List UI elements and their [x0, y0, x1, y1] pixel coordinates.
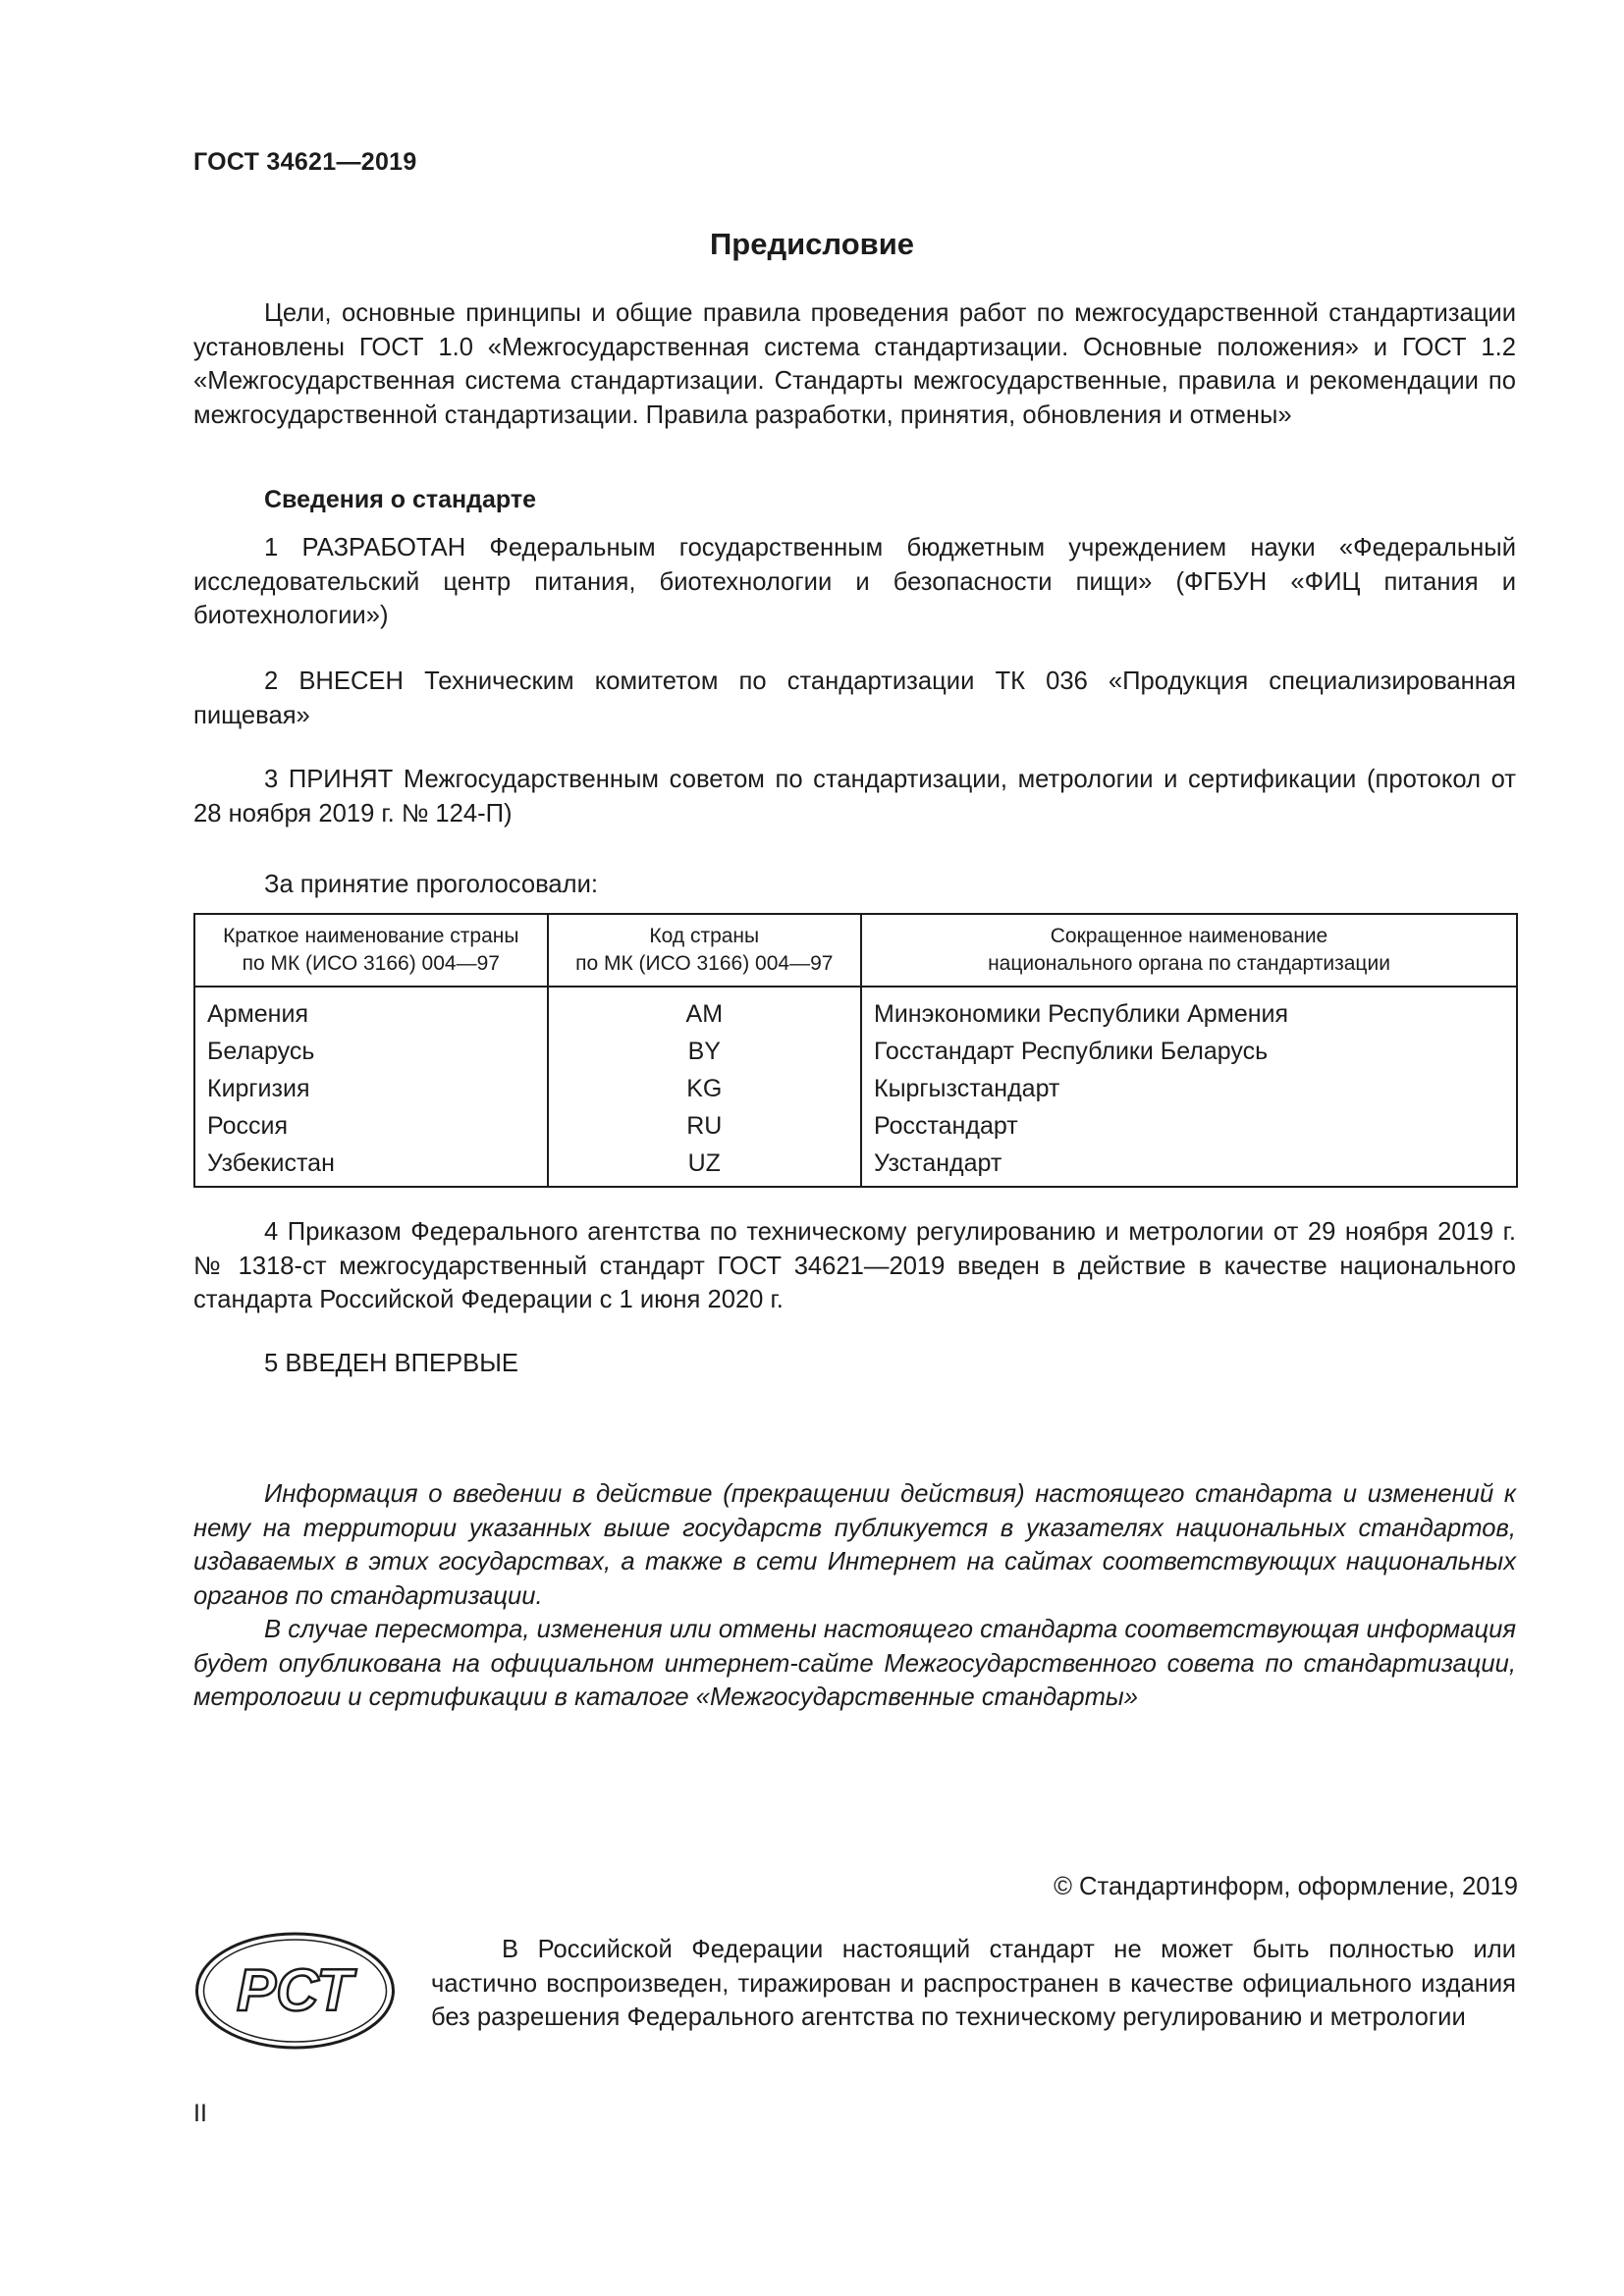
vote-label: За принятие проголосовали: — [264, 871, 598, 898]
svg-text:РСТ: РСТ — [237, 1957, 352, 2023]
header-code-line1: Код страны — [649, 925, 760, 947]
country-cell: Беларусь — [194, 1033, 548, 1070]
code-cell: UZ — [548, 1145, 861, 1187]
page-title: Предисловие — [709, 227, 914, 261]
item-2-submitted: 2 ВНЕСЕН Техническим комитетом по стандартизации ТК 036 «Продукция специализированная пищевая» — [193, 667, 1516, 729]
table-row — [194, 1145, 1517, 1187]
info-paragraph-1: Информация о введении в действие (прекращении действия) настоящего стандарта и изменений к нему на территории указанных выше государств публикуется в указателях национальных стандартов, издаваемых в этих государствах, а также в сети Интернет на сайтах соответствующих национальных органов по стандартизации. — [193, 1480, 1516, 1610]
item-5-introduced: 5 ВВЕДЕН ВПЕРВЫЕ — [264, 1350, 518, 1377]
voting-countries-table — [193, 913, 1518, 1188]
column-header-country — [194, 914, 548, 987]
header-country-line1: Краткое наименование страны — [223, 925, 519, 947]
info-heading: Сведения о стандарте — [264, 486, 537, 513]
code-cell: KG — [548, 1070, 861, 1107]
standard-code-header: ГОСТ 34621—2019 — [193, 148, 417, 176]
code-cell: AM — [548, 987, 861, 1033]
item-3-adopted: 3 ПРИНЯТ Межгосударственным советом по стандартизации, метрологии и сертификации (протокол от 28 ноября 2019 г. № 124-П) — [193, 766, 1516, 828]
code-cell: RU — [548, 1107, 861, 1145]
country-cell: Киргизия — [194, 1070, 548, 1107]
column-header-code — [548, 914, 861, 987]
copyright-notice: В Российской Федерации настоящий стандарт не может быть полностью или частично воспроизведен, тиражирован и распространен в качестве официального издания без разрешения Федерального агентства по техническому регулированию и метрологии — [431, 1936, 1516, 2031]
code-cell: BY — [548, 1033, 861, 1070]
table-row — [194, 987, 1517, 1033]
table-header-row — [194, 914, 1517, 987]
header-body-line1: Сокращенное наименование — [1050, 925, 1328, 947]
header-body-line2: национального органа по стандартизации — [988, 952, 1390, 975]
body-cell: Минэкономики Республики Армения — [861, 987, 1517, 1033]
table-row — [194, 1107, 1517, 1145]
body-cell: Росстандарт — [861, 1107, 1517, 1145]
copyright-line: © Стандартинформ, оформление, 2019 — [1054, 1873, 1518, 1900]
item-1-developed: 1 РАЗРАБОТАН Федеральным государственным бюджетным учреждением науки «Федеральный исследовательский центр питания, биотехнологии и безопасности пищи» (ФГБУН «ФИЦ питания и биотехнологии») — [193, 534, 1516, 629]
page-number: II — [193, 2100, 207, 2127]
country-cell: Россия — [194, 1107, 548, 1145]
table-row — [194, 1033, 1517, 1070]
rst-certification-mark-icon — [193, 1930, 397, 2052]
table-row — [194, 1070, 1517, 1107]
body-cell: Госстандарт Республики Беларусь — [861, 1033, 1517, 1070]
intro-paragraph: Цели, основные принципы и общие правила проведения работ по межгосударственной стандартизации установлены ГОСТ 1.0 «Межгосударственная система стандартизации. Основные положения» и ГОСТ 1.2 «Межгосударственная система стандартизации. Стандарты межгосударственные, правила и рекомендации по межгосударственной стандартизации. Правила разработки, принятия, обновления и отмены» — [193, 299, 1516, 429]
country-cell: Армения — [194, 987, 548, 1033]
header-country-line2: по МК (ИСО 3166) 004—97 — [242, 952, 500, 975]
country-cell: Узбекистан — [194, 1145, 548, 1187]
header-code-line2: по МК (ИСО 3166) 004—97 — [575, 952, 834, 975]
column-header-body — [861, 914, 1517, 987]
item-4-order: 4 Приказом Федерального агентства по техническому регулированию и метрологии от 29 ноября 2019 г. № 1318-ст межгосударственный стандарт ГОСТ 34621—2019 введен в действие в качестве национального стандарта Российской Федерации с 1 июня 2020 г. — [193, 1218, 1516, 1313]
body-cell: Кыргызстандарт — [861, 1070, 1517, 1107]
info-paragraph-2: В случае пересмотра, изменения или отмены настоящего стандарта соответствующая информация будет опубликована на официальном интернет-сайте Межгосударственного совета по стандартизации, метрологии и сертификации в каталоге «Межгосударственные стандарты» — [193, 1616, 1516, 1711]
body-cell: Узстандарт — [861, 1145, 1517, 1187]
